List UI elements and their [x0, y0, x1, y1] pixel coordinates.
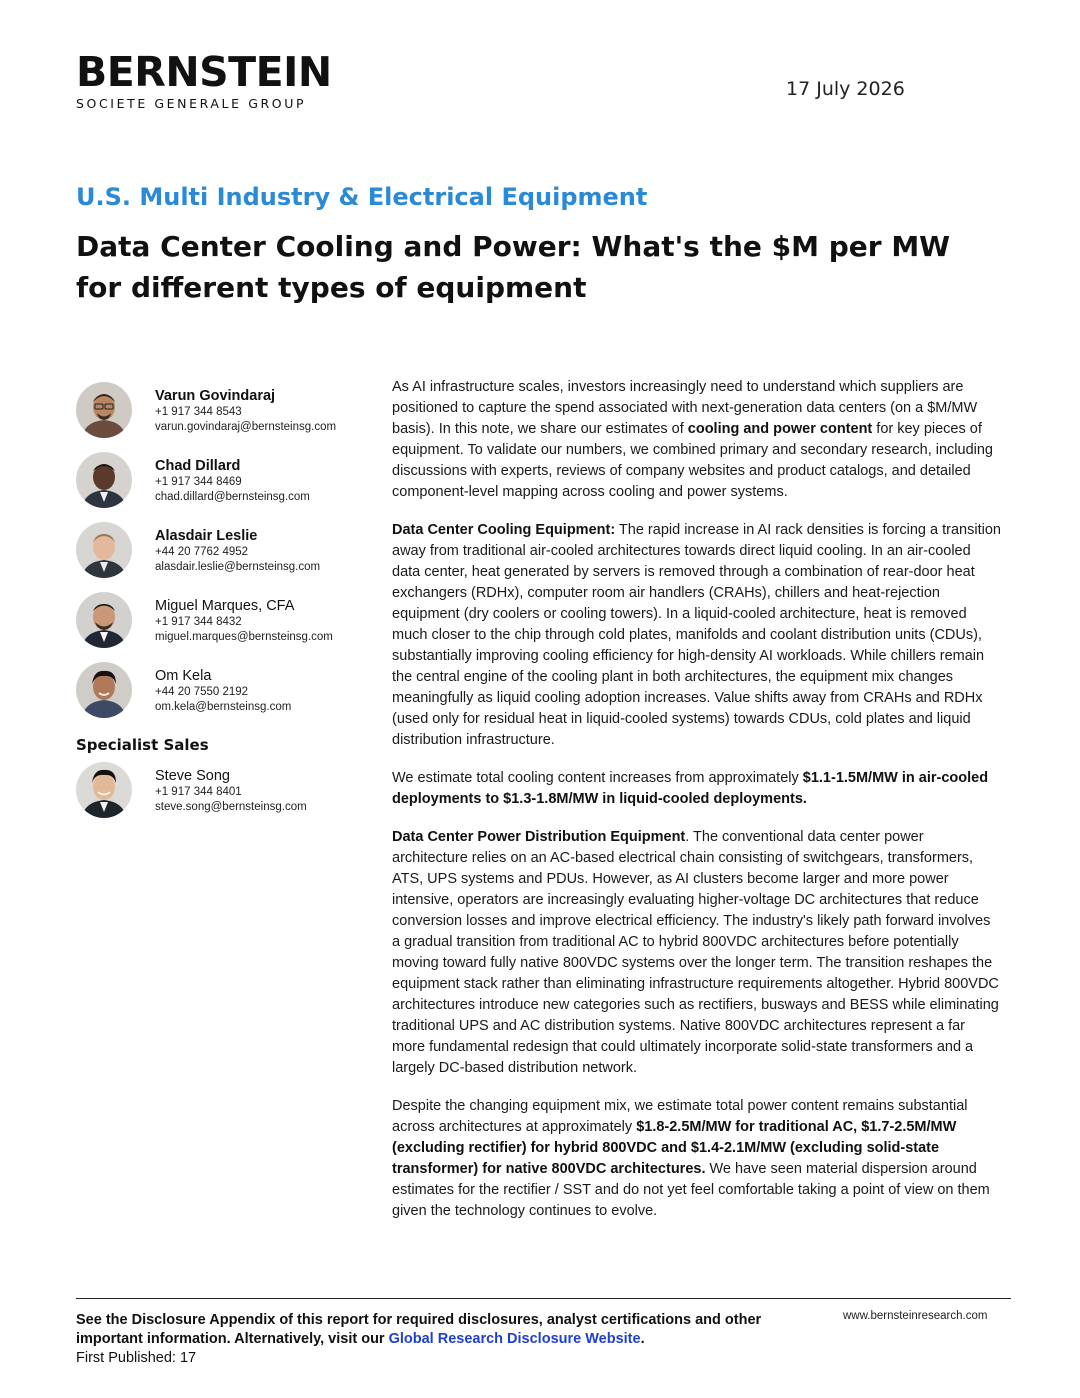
specialist-card — [76, 762, 376, 832]
logo-wordmark: BERNSTEIN — [76, 48, 332, 96]
analyst-card — [76, 382, 376, 452]
analyst-phone: +44 20 7550 2192 — [155, 686, 249, 698]
bernstein-logo — [76, 50, 332, 111]
analyst-email[interactable]: alasdair.leslie@bernsteinsg.com — [155, 561, 321, 573]
sector-heading: U.S. Multi Industry & Electrical Equipment — [76, 183, 648, 211]
analyst-email[interactable]: om.kela@bernsteinsg.com — [155, 701, 292, 713]
paragraph-intro: As AI infrastructure scales, investors increasingly need to understand which suppliers are positioned to capture the spend associated with next-generation data centers (on a $M/MW basis). In this note, we share our estimates of cooling and power content for key pieces of equipment. To validate our numbers, we combined primary and secondary research, including discussions with experts, reviews of company websites and product catalogs, and detailed component-level mapping across cooling and power systems. — [392, 379, 993, 500]
disclosure-website-link[interactable]: Global Research Disclosure Website — [388, 1331, 641, 1347]
footer-disclosure: See the Disclosure Appendix of this report for required disclosures, analyst certifications and other important information. Alternatively, visit our Global Research Disclosure Website. First Published: 17 — [76, 1312, 762, 1366]
analyst-phone: +1 917 344 8469 — [155, 476, 242, 488]
analyst-card — [76, 662, 376, 732]
avatar — [76, 592, 132, 648]
analyst-phone: +1 917 344 8543 — [155, 406, 242, 418]
analyst-card — [76, 452, 376, 522]
footer-divider — [76, 1298, 1011, 1299]
specialist-name: Steve Song — [155, 768, 230, 784]
avatar — [76, 382, 132, 438]
specialist-sales-heading: Specialist Sales — [76, 736, 209, 754]
analyst-email[interactable]: varun.govindaraj@bernsteinsg.com — [155, 421, 337, 433]
specialist-email[interactable]: steve.song@bernsteinsg.com — [155, 801, 307, 813]
report-title: Data Center Cooling and Power: What's the $M per MW for different types of equipment — [76, 230, 951, 304]
paragraph-cooling-estimate: We estimate total cooling content increases from approximately $1.1-1.5M/MW in air-cooled deployments to $1.3-1.8M/MW in liquid-cooled deployments. — [392, 770, 989, 807]
avatar — [76, 762, 132, 818]
analyst-phone: +1 917 344 8432 — [155, 616, 242, 628]
report-body — [392, 377, 1002, 1239]
footer-website[interactable]: www.bernsteinresearch.com — [843, 1310, 988, 1322]
avatar — [76, 522, 132, 578]
report-date: 17 July 2026 — [786, 78, 905, 100]
analyst-card — [76, 522, 376, 592]
analyst-card — [76, 592, 376, 662]
paragraph-cooling: Data Center Cooling Equipment: The rapid increase in AI rack densities is forcing a transition away from traditional air-cooled architectures towards direct liquid cooling. In an air-cooled data center, heat generated by servers is removed through a combination of rear-door heat exchangers (RDHx), computer room air handlers (CRAHs), chillers and heat-rejection equipment (dry coolers or cooling towers). In a liquid-cooled architecture, heat is removed much closer to the chip through cold plates, manifolds and coolant distribution units (CDUs), substantially improving cooling efficiency for high-density AI workloads. While chillers remain the central engine of the cooling plant in both architectures, the equipment mix changes meaningfully as liquid cooling adoption increases. Value shifts away from CRAHs and RDHx (used only for residual heat in liquid-cooled systems) towards CDUs, cold plates and liquid distribution infrastructure. — [392, 522, 1001, 748]
paragraph-power: Data Center Power Distribution Equipment. The conventional data center power architecture relies on an AC-based electrical chain consisting of switchgears, transformers, ATS, UPS systems and PDUs. However, as AI clusters become larger and more power intensive, operators are increasingly evaluating higher-voltage DC architectures that reduce conversion losses and improve electrical efficiency. The industry's likely path forward involves a gradual transition from traditional AC to hybrid 800VDC architectures before potentially moving toward fully native 800VDC systems over the longer term. The transition reshapes the equipment stack rather than eliminating infrastructure requirements altogether. Hybrid 800VDC architectures introduce new categories such as rectifiers, busways and BESS while eliminating traditional UPS and AC distribution systems. Native 800VDC architectures represent a far more fundamental redesign that could ultimately incorporate solid-state transformers and a largely DC-based distribution network. — [392, 829, 999, 1076]
analyst-email[interactable]: chad.dillard@bernsteinsg.com — [155, 491, 310, 503]
avatar — [76, 452, 132, 508]
analyst-list — [76, 382, 376, 832]
first-published: First Published: 17 — [76, 1350, 197, 1366]
analyst-name: Miguel Marques, CFA — [155, 598, 295, 614]
specialist-phone: +1 917 344 8401 — [155, 786, 242, 798]
avatar — [76, 662, 132, 718]
analyst-email[interactable]: miguel.marques@bernsteinsg.com — [155, 631, 333, 643]
analyst-name: Varun Govindaraj — [155, 388, 276, 404]
analyst-phone: +44 20 7762 4952 — [155, 546, 249, 558]
analyst-name: Om Kela — [155, 668, 212, 684]
analyst-name: Chad Dillard — [155, 458, 241, 474]
paragraph-power-estimate: Despite the changing equipment mix, we estimate total power content remains substantial across architectures at approximately $1.8-2.5M/MW for traditional AC, $1.7-2.5M/MW (excluding rectifier) for hybrid 800VDC and $1.4-2.1M/MW (excluding solid-state transformer) for native 800VDC architectures. We have seen material dispersion around estimates for the rectifier / SST and do not yet feel comfortable taking a point of view on them given the technology continues to evolve. — [392, 1098, 990, 1219]
analyst-name: Alasdair Leslie — [155, 528, 258, 544]
logo-subtitle: SOCIETE GENERALE GROUP — [76, 96, 307, 111]
